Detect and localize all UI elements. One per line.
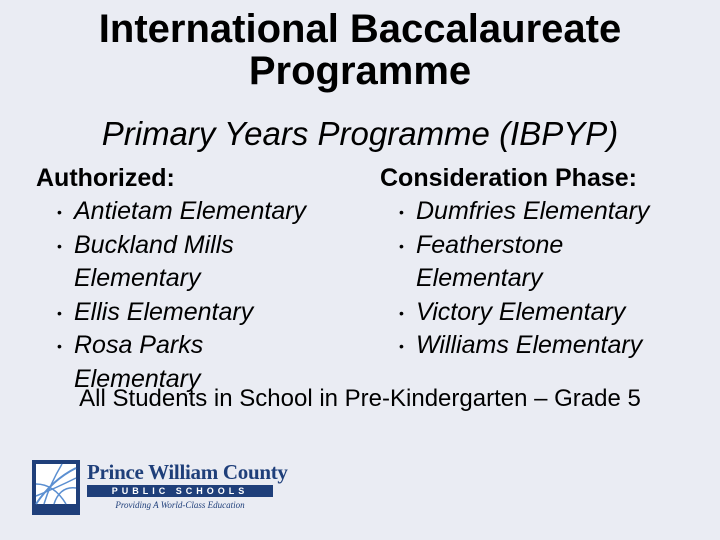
list-item-text: Williams Elementary — [416, 331, 643, 359]
bullet-icon: • — [57, 204, 62, 220]
authorized-heading: Authorized: — [36, 164, 175, 192]
authorized-list — [57, 195, 332, 396]
list-item-text: Victory Elementary — [416, 297, 626, 326]
pwcs-logo — [32, 460, 288, 515]
bullet-icon: • — [57, 237, 62, 254]
list-item-text: Dumfries Elementary — [416, 197, 650, 225]
logo-name: Prince William County — [87, 460, 288, 484]
list-item — [399, 329, 699, 363]
bullet-icon: • — [57, 338, 62, 354]
list-item — [399, 195, 699, 229]
list-item-text: Ellis Elementary — [74, 297, 254, 326]
list-item-text: Rosa Parks Elementary — [74, 331, 204, 393]
logo-bar: PUBLIC SCHOOLS — [87, 485, 273, 497]
consideration-list — [399, 195, 699, 363]
grade-range-text: All Students in School in Pre-Kindergarten – Grade 5 — [79, 385, 641, 412]
list-item — [57, 296, 332, 330]
bullet-icon: • — [57, 304, 62, 321]
bullet-icon: • — [399, 338, 404, 354]
bullet-icon: • — [399, 237, 404, 254]
list-item — [399, 229, 616, 296]
logo-tagline: Providing A World-Class Education — [115, 500, 245, 510]
globe-logo-icon — [32, 460, 80, 515]
consideration-heading: Consideration Phase: — [380, 164, 637, 192]
list-item-text: Buckland Mills Elementary — [74, 230, 234, 292]
bullet-icon: • — [399, 204, 404, 220]
slide-subtitle: Primary Years Programme (IBPYP) — [101, 115, 619, 152]
list-item — [399, 296, 699, 330]
slide-title-line-1: International Baccalaureate — [98, 7, 622, 51]
list-item — [57, 195, 332, 229]
list-item-text: Featherstone Elementary — [416, 230, 564, 292]
slide-title-line-2: Programme — [248, 49, 472, 93]
list-item-text: Antietam Elementary — [74, 197, 307, 225]
bullet-icon: • — [399, 304, 404, 321]
list-item — [57, 229, 254, 296]
slide-title — [0, 8, 720, 92]
